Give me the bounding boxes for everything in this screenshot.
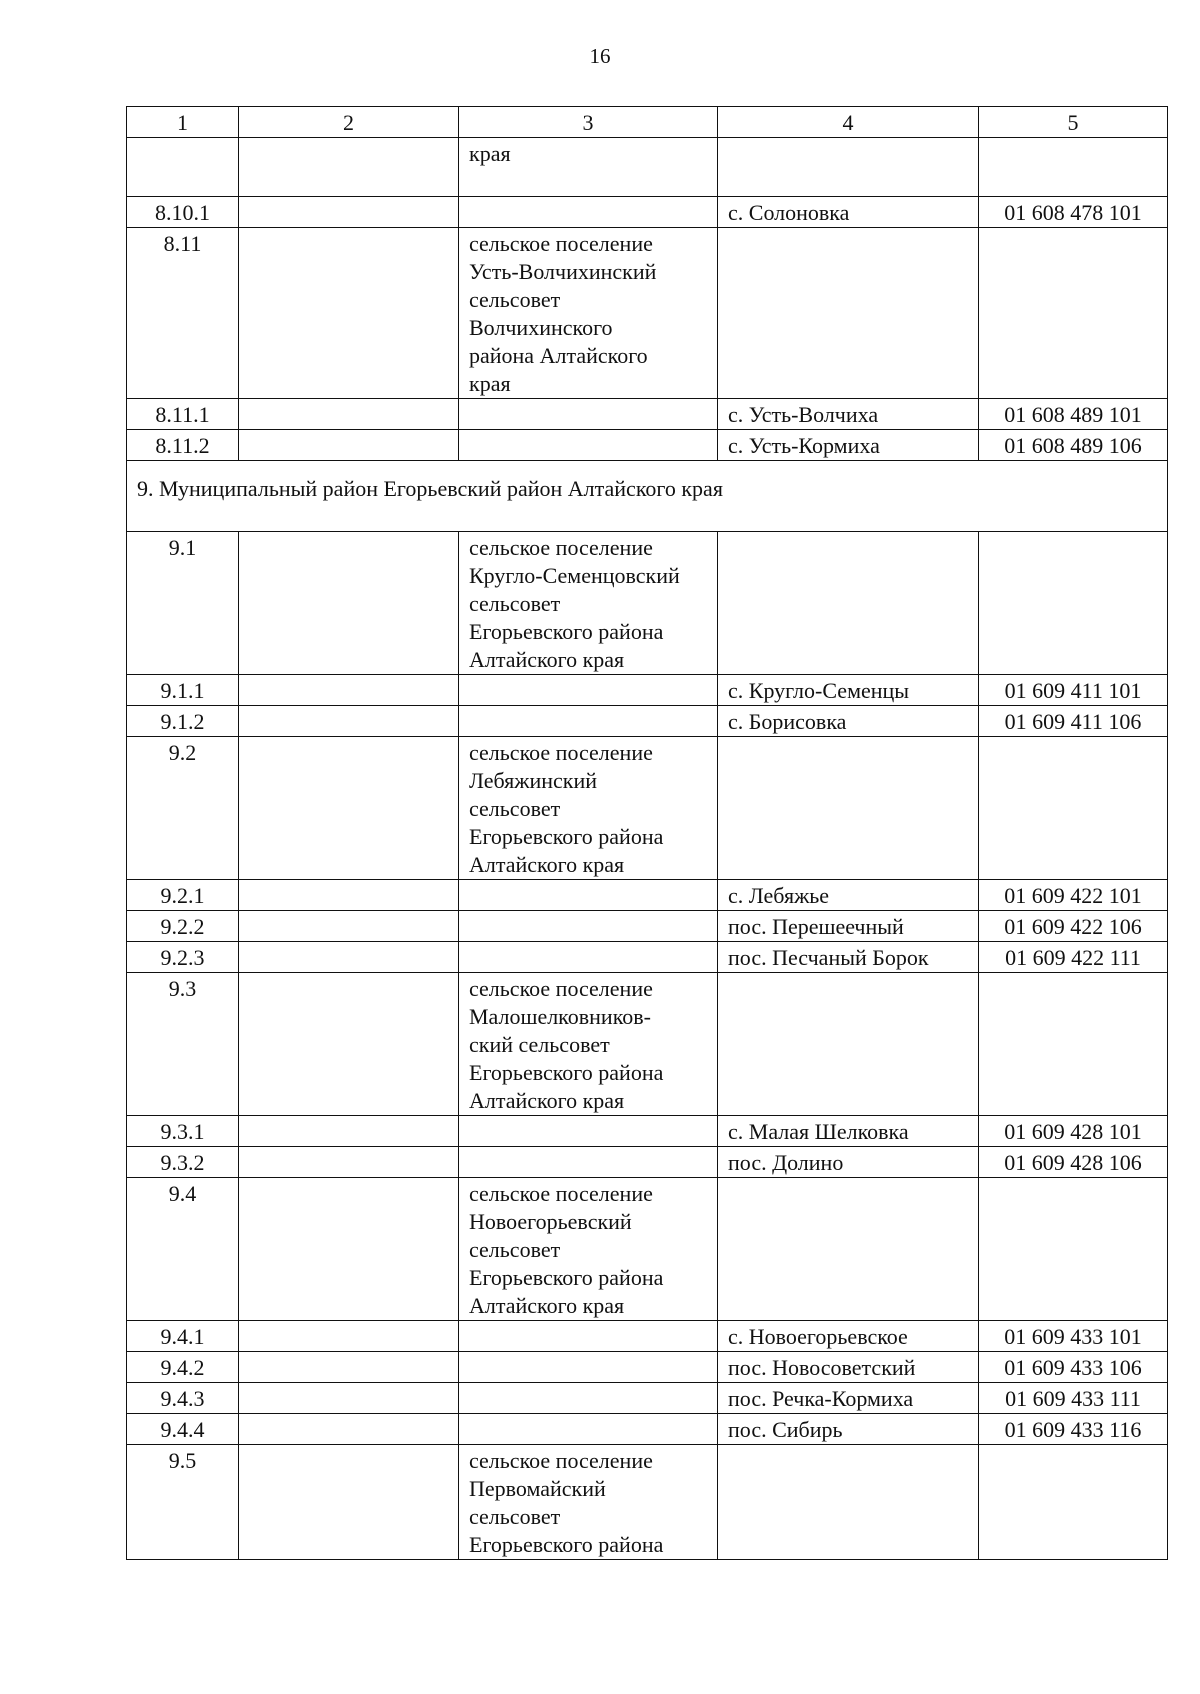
municipality-cell bbox=[459, 430, 718, 461]
row-number-cell: 8.11.1 bbox=[127, 399, 239, 430]
settlement-cell: с. Кругло-Семенцы bbox=[718, 675, 979, 706]
code-cell: 01 609 422 111 bbox=[979, 942, 1168, 973]
table-row bbox=[127, 1116, 1168, 1147]
settlement-cell bbox=[718, 737, 979, 880]
row-number-cell: 9.2 bbox=[127, 737, 239, 880]
column-2-cell bbox=[239, 1414, 459, 1445]
row-number-cell: 8.11 bbox=[127, 228, 239, 399]
table-header-row bbox=[127, 107, 1168, 138]
settlement-cell bbox=[718, 973, 979, 1116]
table-body bbox=[127, 138, 1168, 1560]
code-cell bbox=[979, 138, 1168, 197]
row-number-cell: 9.3.2 bbox=[127, 1147, 239, 1178]
column-2-cell bbox=[239, 1383, 459, 1414]
municipality-cell: сельское поселение Малошелковников- ский сельсовет Егорьевского района Алтайского края bbox=[459, 973, 718, 1116]
table-row bbox=[127, 1147, 1168, 1178]
code-cell bbox=[979, 228, 1168, 399]
settlement-cell: с. Солоновка bbox=[718, 197, 979, 228]
settlements-table bbox=[126, 106, 1168, 1560]
table-row bbox=[127, 911, 1168, 942]
column-2-cell bbox=[239, 1116, 459, 1147]
column-2-cell bbox=[239, 1178, 459, 1321]
settlement-cell: с. Лебяжье bbox=[718, 880, 979, 911]
table-row bbox=[127, 138, 1168, 197]
municipality-cell bbox=[459, 1147, 718, 1178]
code-cell: 01 609 411 101 bbox=[979, 675, 1168, 706]
row-number-cell: 9.1.1 bbox=[127, 675, 239, 706]
municipality-cell bbox=[459, 1321, 718, 1352]
column-2-cell bbox=[239, 973, 459, 1116]
column-header: 1 bbox=[127, 107, 239, 138]
column-2-cell bbox=[239, 737, 459, 880]
municipality-cell bbox=[459, 1352, 718, 1383]
row-number-cell: 9.4 bbox=[127, 1178, 239, 1321]
table-row bbox=[127, 1414, 1168, 1445]
code-cell bbox=[979, 973, 1168, 1116]
row-number-cell: 9.5 bbox=[127, 1445, 239, 1560]
column-2-cell bbox=[239, 706, 459, 737]
table-row bbox=[127, 1321, 1168, 1352]
settlement-cell: пос. Песчаный Борок bbox=[718, 942, 979, 973]
row-number-cell: 9.1.2 bbox=[127, 706, 239, 737]
table-row bbox=[127, 973, 1168, 1116]
row-number-cell: 9.4.2 bbox=[127, 1352, 239, 1383]
column-2-cell bbox=[239, 430, 459, 461]
municipality-cell bbox=[459, 399, 718, 430]
row-number-cell: 9.1 bbox=[127, 532, 239, 675]
table-row bbox=[127, 706, 1168, 737]
row-number-cell: 9.3.1 bbox=[127, 1116, 239, 1147]
settlement-cell: пос. Перешеечный bbox=[718, 911, 979, 942]
code-cell bbox=[979, 1178, 1168, 1321]
row-number-cell bbox=[127, 138, 239, 197]
row-number-cell: 9.4.1 bbox=[127, 1321, 239, 1352]
table-row bbox=[127, 228, 1168, 399]
table-row bbox=[127, 532, 1168, 675]
page-number: 16 bbox=[589, 44, 611, 68]
code-cell bbox=[979, 1445, 1168, 1560]
code-cell: 01 609 422 101 bbox=[979, 880, 1168, 911]
table-row bbox=[127, 880, 1168, 911]
settlement-cell: пос. Долино bbox=[718, 1147, 979, 1178]
code-cell: 01 608 489 101 bbox=[979, 399, 1168, 430]
municipality-cell bbox=[459, 911, 718, 942]
municipality-cell bbox=[459, 706, 718, 737]
code-cell: 01 609 433 116 bbox=[979, 1414, 1168, 1445]
code-cell: 01 609 433 106 bbox=[979, 1352, 1168, 1383]
code-cell: 01 609 428 101 bbox=[979, 1116, 1168, 1147]
municipality-cell: сельское поселение Новоегорьевский сельсовет Егорьевского района Алтайского края bbox=[459, 1178, 718, 1321]
settlement-cell bbox=[718, 1178, 979, 1321]
column-2-cell bbox=[239, 399, 459, 430]
settlement-cell bbox=[718, 228, 979, 399]
row-number-cell: 9.2.1 bbox=[127, 880, 239, 911]
settlement-cell: пос. Сибирь bbox=[718, 1414, 979, 1445]
section-heading-row bbox=[127, 461, 1168, 532]
table-row bbox=[127, 942, 1168, 973]
column-2-cell bbox=[239, 1147, 459, 1178]
code-cell bbox=[979, 737, 1168, 880]
municipality-cell: сельское поселение Первомайский сельсовет Егорьевского района bbox=[459, 1445, 718, 1560]
column-2-cell bbox=[239, 197, 459, 228]
table-row bbox=[127, 737, 1168, 880]
settlement-cell: пос. Речка-Кормиха bbox=[718, 1383, 979, 1414]
code-cell bbox=[979, 532, 1168, 675]
settlement-cell: пос. Новосоветский bbox=[718, 1352, 979, 1383]
table-row bbox=[127, 1178, 1168, 1321]
table-row bbox=[127, 675, 1168, 706]
row-number-cell: 9.2.3 bbox=[127, 942, 239, 973]
column-2-cell bbox=[239, 942, 459, 973]
code-cell: 01 609 411 106 bbox=[979, 706, 1168, 737]
settlement-cell: с. Малая Шелковка bbox=[718, 1116, 979, 1147]
municipality-cell bbox=[459, 675, 718, 706]
code-cell: 01 608 478 101 bbox=[979, 197, 1168, 228]
settlement-cell: с. Усть-Волчиха bbox=[718, 399, 979, 430]
municipality-cell bbox=[459, 1383, 718, 1414]
table-row bbox=[127, 1445, 1168, 1560]
municipality-cell: края bbox=[459, 138, 718, 197]
section-heading: 9. Муниципальный район Егорьевский район Алтайского края bbox=[127, 461, 1168, 532]
column-2-cell bbox=[239, 228, 459, 399]
row-number-cell: 9.2.2 bbox=[127, 911, 239, 942]
settlement-cell: с. Новоегорьевское bbox=[718, 1321, 979, 1352]
settlement-cell bbox=[718, 1445, 979, 1560]
column-2-cell bbox=[239, 1321, 459, 1352]
column-header: 5 bbox=[979, 107, 1168, 138]
column-2-cell bbox=[239, 911, 459, 942]
row-number-cell: 8.10.1 bbox=[127, 197, 239, 228]
municipality-cell: сельское поселение Кругло-Семенцовский сельсовет Егорьевского района Алтайского края bbox=[459, 532, 718, 675]
settlement-cell bbox=[718, 532, 979, 675]
settlement-cell: с. Борисовка bbox=[718, 706, 979, 737]
code-cell: 01 609 433 101 bbox=[979, 1321, 1168, 1352]
municipality-cell: сельское поселение Усть-Волчихинский сельсовет Волчихинского района Алтайского края bbox=[459, 228, 718, 399]
table-row bbox=[127, 399, 1168, 430]
code-cell: 01 609 428 106 bbox=[979, 1147, 1168, 1178]
column-header: 2 bbox=[239, 107, 459, 138]
municipality-cell bbox=[459, 1414, 718, 1445]
table-row bbox=[127, 430, 1168, 461]
row-number-cell: 9.4.4 bbox=[127, 1414, 239, 1445]
municipality-cell bbox=[459, 1116, 718, 1147]
settlement-cell: с. Усть-Кормиха bbox=[718, 430, 979, 461]
table-row bbox=[127, 197, 1168, 228]
column-2-cell bbox=[239, 1352, 459, 1383]
row-number-cell: 8.11.2 bbox=[127, 430, 239, 461]
code-cell: 01 609 433 111 bbox=[979, 1383, 1168, 1414]
column-2-cell bbox=[239, 138, 459, 197]
municipality-cell: сельское поселение Лебяжинский сельсовет Егорьевского района Алтайского края bbox=[459, 737, 718, 880]
code-cell: 01 608 489 106 bbox=[979, 430, 1168, 461]
municipality-cell bbox=[459, 942, 718, 973]
table-row bbox=[127, 1383, 1168, 1414]
code-cell: 01 609 422 106 bbox=[979, 911, 1168, 942]
table-row bbox=[127, 1352, 1168, 1383]
column-header: 4 bbox=[718, 107, 979, 138]
municipality-cell bbox=[459, 197, 718, 228]
column-header: 3 bbox=[459, 107, 718, 138]
municipality-cell bbox=[459, 880, 718, 911]
column-2-cell bbox=[239, 880, 459, 911]
column-2-cell bbox=[239, 532, 459, 675]
column-2-cell bbox=[239, 675, 459, 706]
row-number-cell: 9.4.3 bbox=[127, 1383, 239, 1414]
column-2-cell bbox=[239, 1445, 459, 1560]
row-number-cell: 9.3 bbox=[127, 973, 239, 1116]
settlement-cell bbox=[718, 138, 979, 197]
